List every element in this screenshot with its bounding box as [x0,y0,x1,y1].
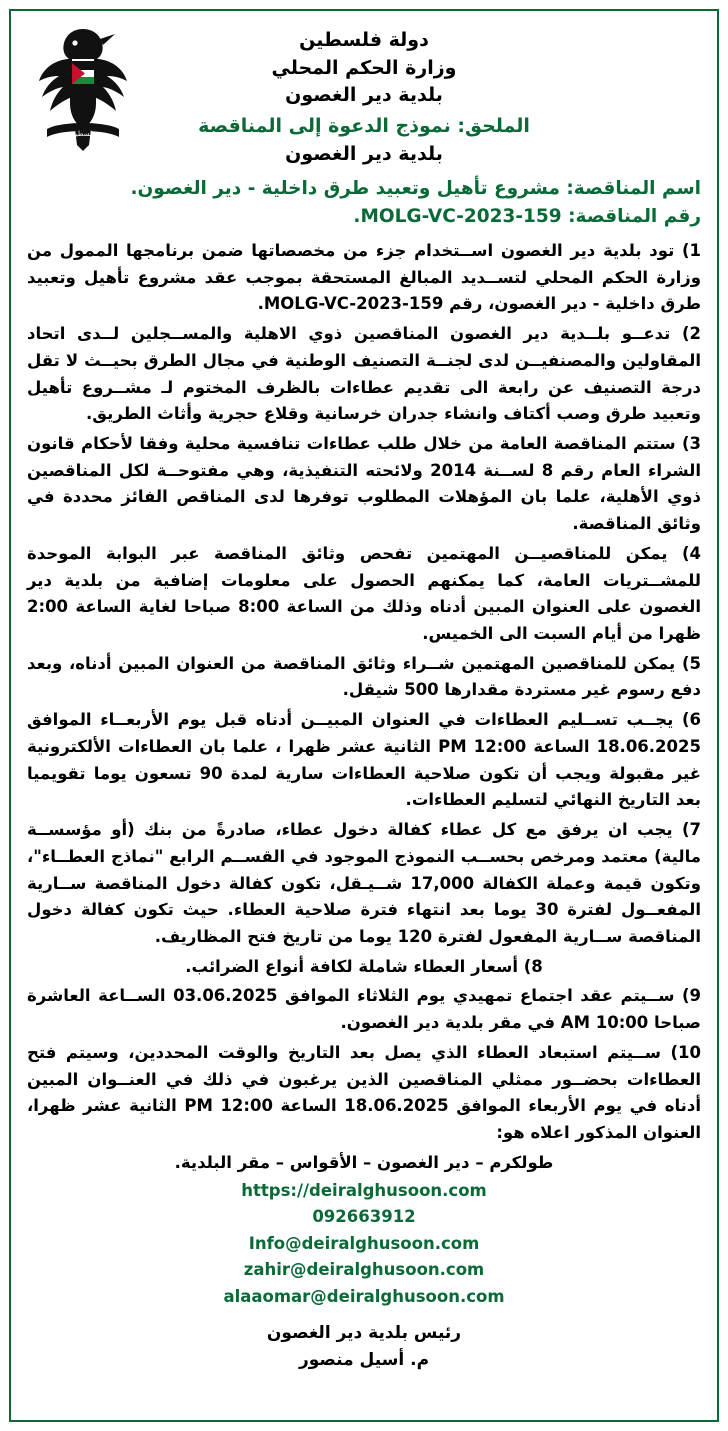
tender-identification [27,175,701,232]
municipality-subtitle: بلدية دير الغصون [285,143,443,166]
clause-2: 2) تدعــو بلــدية دير الغصون المناقصين ذوي الاهلية والمســجلين لــدى اتحاد المقاولين والمصنفيــن لدى لجنــة التصنيف الوطنية في مجال الطرق بحيــث لا تقل درجة التصنيف عن رابعة الى تقديم عطاءات بالظرف المختوم لـ مشــروع تأهيل وتعبيد طرق وصب أكتاف وانشاء جدران خرسانية وقلاع حجرية وأثاث الطريق. [27,324,701,424]
website-link[interactable]: https://deiralghusoon.com [241,1181,487,1201]
clause-5: 5) يمكن للمناقصين المهتمين شــراء وثائق المناقصة من العنوان المبين أدناه، وبعد دفع رسوم غير مستردة مقدارها 500 شيقل. [27,653,701,700]
email-alaaomar[interactable]: alaaomar@deiralghusoon.com [223,1286,505,1306]
svg-text:فلسطين: فلسطين [70,130,96,138]
clause-7: 7) يجب ان يرفق مع كل عطاء كفالة دخول عطاء، صادرةً من بنك (أو مؤسســة مالية) معتمد ومرخص بحســب النموذج الموجود في القســم الرابع "نماذج العطــاء"، وتكون قيمة وعملة الكفالة 17,000 شــيـقل، تكون كفالة دخول المناقصة ســارية المفعــول لفترة 30 يوما بعد انتهاء فترة صلاحية العطاء. حيث تكون كفالة دخول المناقصة ســارية المفعول لفترة 120 يوما من تاريخ فتح المظاريف. [27,820,701,946]
clause-1: 1) تود بلدية دير الغصون اســتخدام جزء من مخصصاتها ضمن برنامجها الممول من وزارة الحكم المحلي لتســديد المبالغ المستحقة بموجب عقد مشروع تأهيل وتعبيد طرق داخلية - دير الغصون، رقم MOLG-VC-2023-159. [27,240,701,314]
palestine-eagle-emblem-icon [37,25,129,157]
signatory-name: م. أسيل منصور [298,1350,430,1371]
clause-8: 8) أسعار العطاء شاملة لكافة أنواع الضرائب. [185,956,543,976]
clause-9: 9) ســيتم عقد اجتماع تمهيدي يوم الثلاثاء الموافق 03.06.2025 الســاعة العاشرة صباحا 10:00 AM في مقر بلدية دير الغصون. [27,986,701,1033]
contact-block [27,1178,701,1310]
tender-clauses [27,238,701,1147]
clause-6: 6) يجــب تســليم العطاءات في العنوان المبيــن أدناه قبل يوم الأربعــاء الموافق 18.06.2025 الساعة 12:00 PM الثانية عشر ظهرا ، علما بان العطاءات الألكترونية غير مقبولة ويجب أن تكون صلاحية العطاءات سارية لمدة 90 تسعون يوما تقويميا بعد التاريخ النهائي لتسليم العطاءات. [27,710,701,810]
clause-4: 4) يمكن للمناقصيــن المهتمين تفحص وثائق المناقصة عبر البوابة الموحدة للمشــتريات العامة، كما يمكنهم الحصول على معلومات إضافية من بلدية دير الغصون على العنوان المبين أدناه وذلك من الساعة 8:00 صباحا لغاية الساعة 2:00 ظهرا من أيام السبت الى الخميس. [27,543,701,644]
phone-number: 092663912 [312,1207,416,1227]
annex-title: الملحق: نموذج الدعوة إلى المناقصة [198,114,530,137]
document-border-frame [9,9,719,1422]
clause-3: 3) ستتم المناقصة العامة من خلال طلب عطاءات تنافسية محلية وفقا لأحكام قانون الشراء العام رقم 8 لســنة 2014 ولائحته التنفيذية، وهي مفتوحــة لكل المناقصين ذوي الأهلية، علما بان المؤهلات المطلوب توفرها لدى المناقص الفائز محددة في وثائق المناقصة. [27,434,701,534]
tender-name: اسم المناقصة: مشروع تأهيل وتعبيد طرق داخلية - دير الغصون. [130,177,701,199]
office-address: طولكرم – دير الغصون – الأقواس – مقر البلدية. [174,1152,554,1172]
signature-block [27,1320,701,1374]
ministry-name: وزارة الحكم المحلي [271,56,457,79]
email-zahir[interactable]: zahir@deiralghusoon.com [243,1260,485,1280]
document-header [27,21,701,169]
tender-number: رقم المناقصة: MOLG-VC-2023-159. [353,206,701,228]
clause-10: 10) ســيتم استبعاد العطاء الذي يصل بعد التاريخ والوقت المحددين، وسيتم فتح العطاءات بحضــور ممثلي المناقصين الذين يرغبون في ذلك في العنــوان المبين أدناه في يوم الأربعاء الموافق 18.06.2025 الساعة 12:00 PM الثانية عشر ظهرا، العنوان المذكور اعلاه هو: [27,1042,702,1142]
state-name: دولة فلسطين [299,29,429,51]
municipality-name: بلدية دير الغصون [285,84,443,107]
email-info[interactable]: Info@deiralghusoon.com [248,1233,480,1253]
signatory-title: رئيس بلدية دير الغصون [266,1323,462,1344]
